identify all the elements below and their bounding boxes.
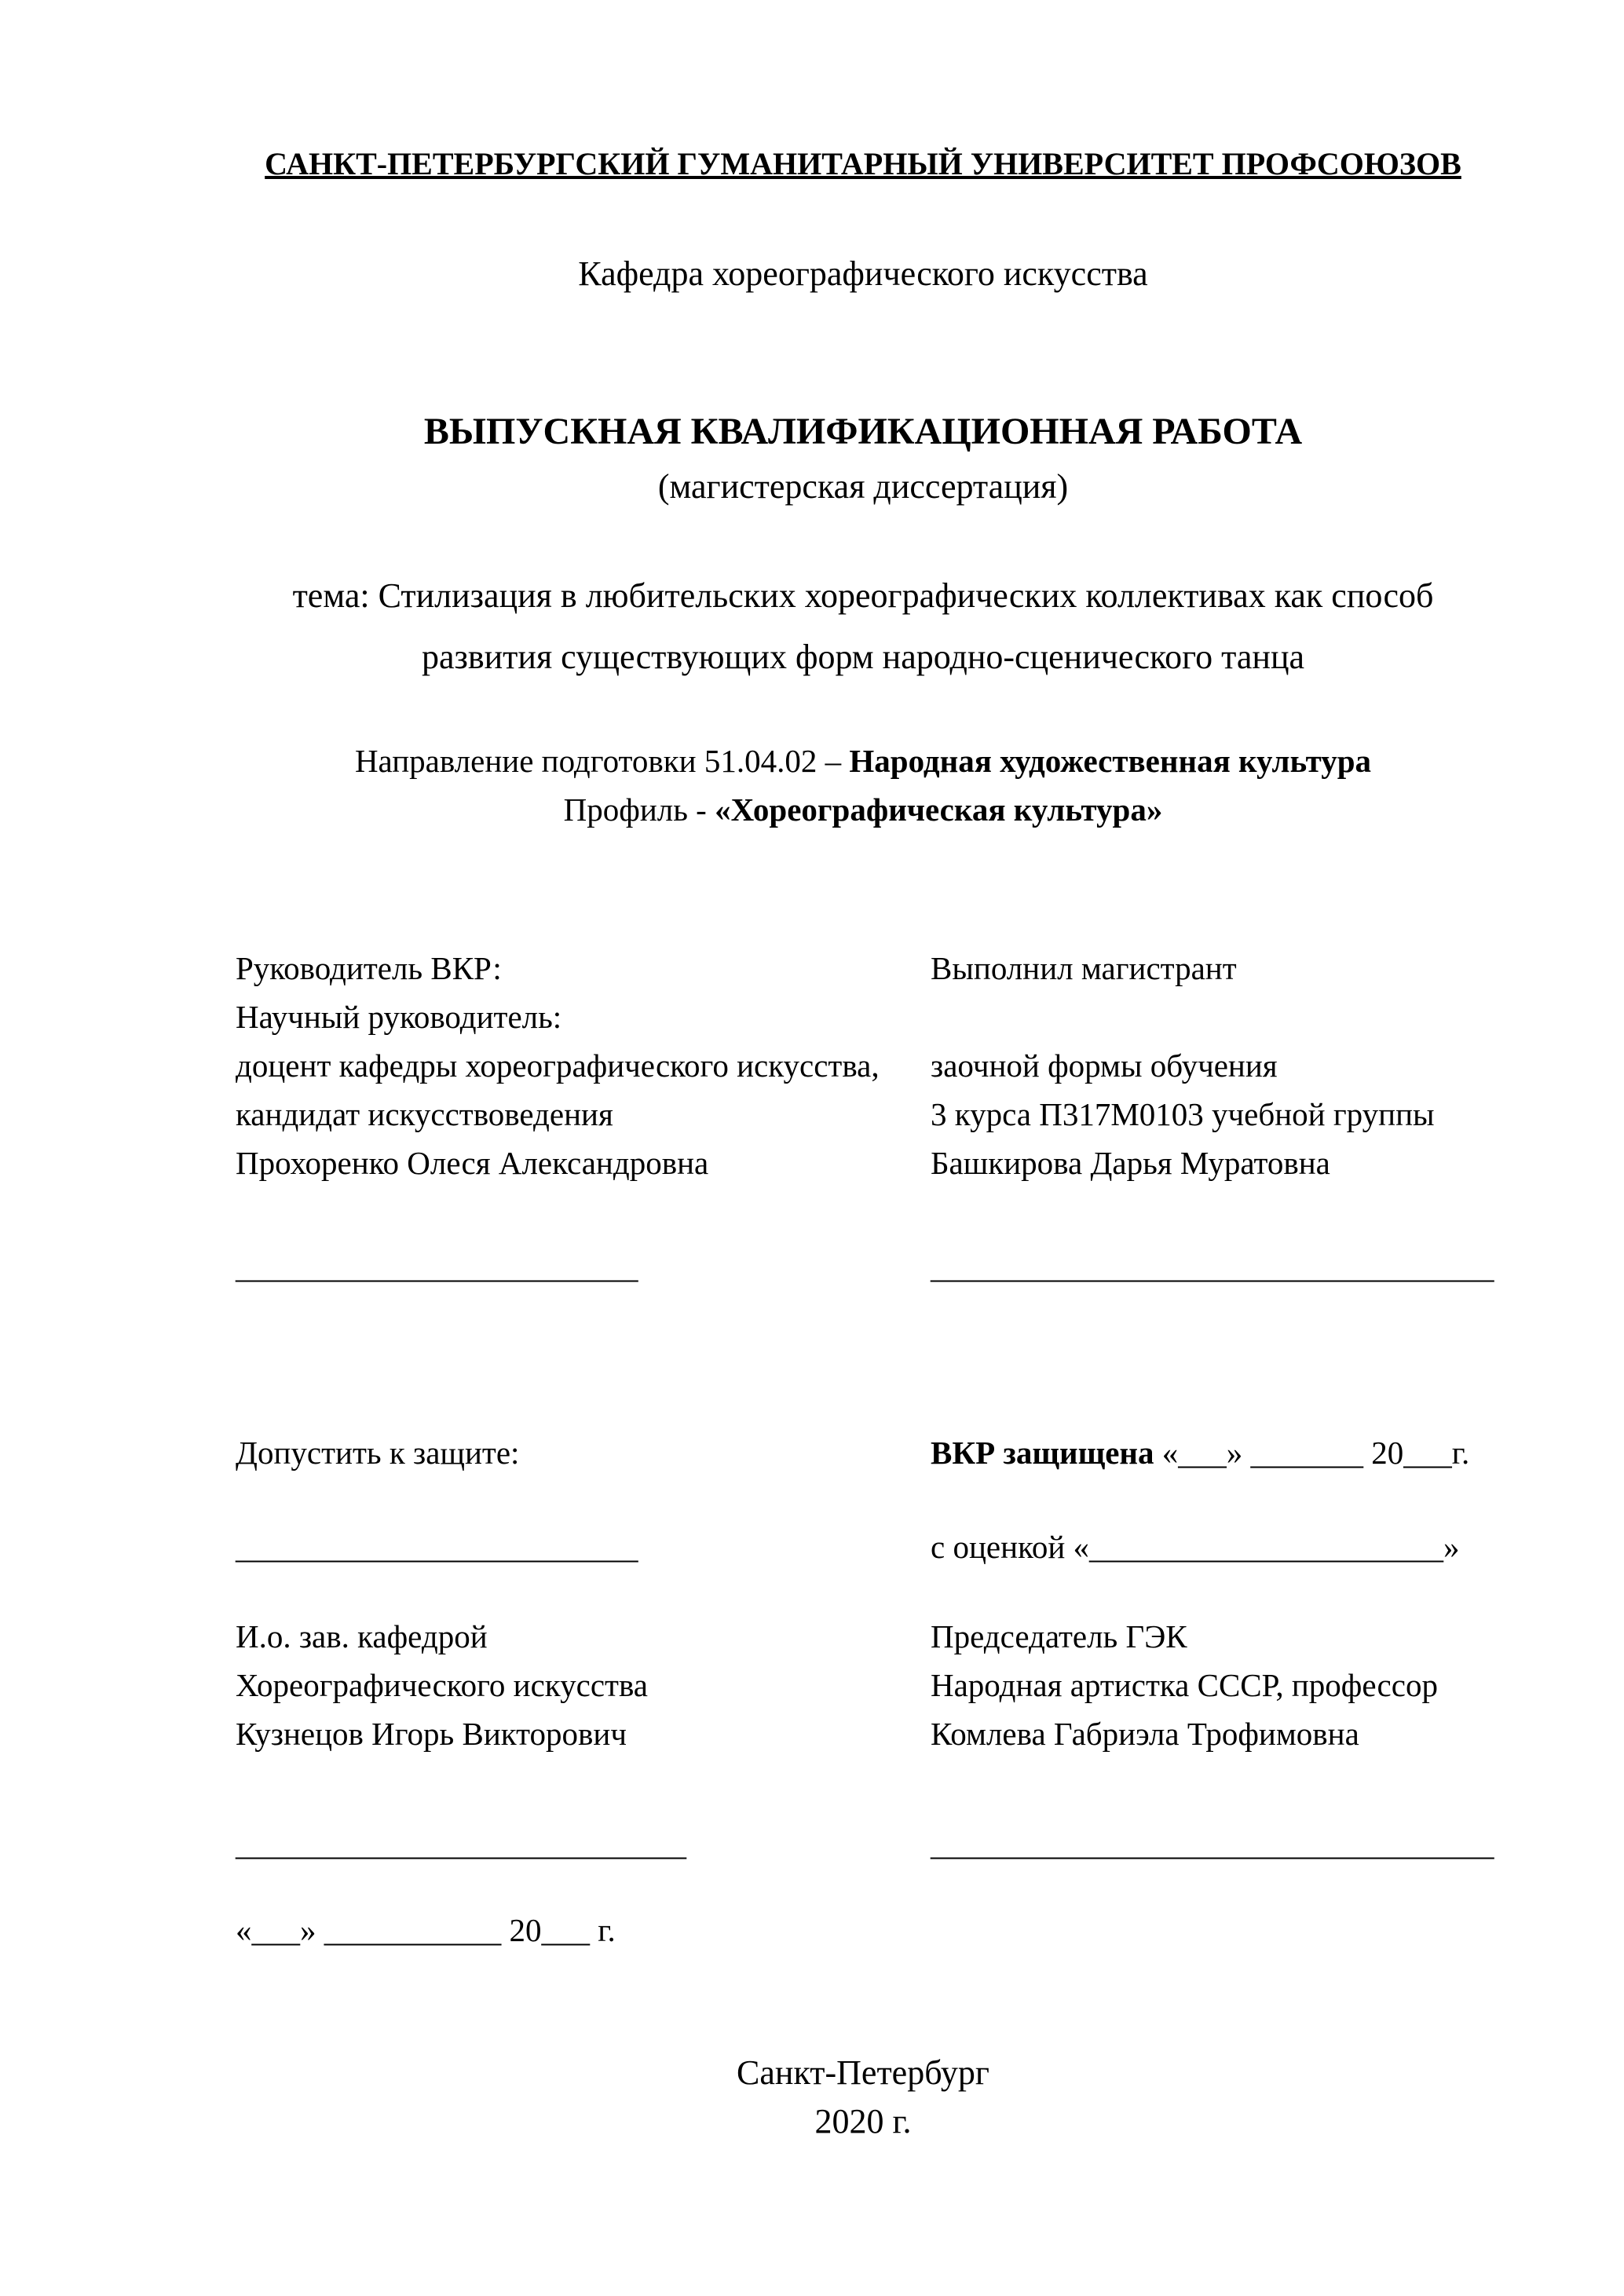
student-study-form: заочной формы обучения (931, 1047, 1278, 1084)
admission-label: Допустить к защите: (236, 1435, 520, 1471)
footer-city: Санкт-Петербург (737, 2053, 989, 2092)
supervisor-position: доцент кафедры хореографического искусства, (236, 1047, 880, 1084)
theme-line-2: развития существующих форм народно-сценического танца (421, 638, 1305, 676)
supervisor-column (236, 944, 931, 1187)
page-footer (236, 2049, 1490, 2146)
direction-program-name: Народная художественная культура (849, 743, 1372, 779)
student-name: Башкирова Дарья Муратовна (931, 1145, 1330, 1181)
page-header (236, 145, 1490, 514)
signature-row-2 (236, 1819, 1494, 1868)
student-signature-line: ___________________________________ (931, 1249, 1494, 1285)
chair-signature-line: ___________________________________ (931, 1826, 1494, 1862)
chair-title: Председатель ГЭК (931, 1618, 1187, 1654)
department-head-column (236, 1612, 931, 1758)
student-column (931, 944, 1490, 1187)
work-subtitle: (магистерская диссертация) (657, 467, 1069, 506)
footer-year: 2020 г. (814, 2102, 912, 2141)
chair-honors: Народная артистка СССР, профессор (931, 1667, 1438, 1703)
supervisor-degree: кандидат искусствоведения (236, 1096, 613, 1132)
defense-label-bold: ВКР защищена (931, 1435, 1154, 1471)
date-row (236, 1906, 1490, 1954)
signature-row-1 (236, 1242, 1494, 1291)
theme-line-1: тема: Стилизация в любительских хореографических коллективах как способ (292, 576, 1434, 615)
committee-chair-column (931, 1612, 1490, 1758)
head-title-line-1: И.о. зав. кафедрой (236, 1618, 488, 1654)
student-role-label: Выполнил магистрант (931, 950, 1237, 986)
profile-prefix: Профиль - (563, 792, 715, 828)
chair-name: Комлева Габриэла Трофимовна (931, 1716, 1359, 1752)
defense-statement (931, 1428, 1490, 1477)
grade-row (236, 1523, 1490, 1571)
supervisor-signature-line: _________________________ (236, 1249, 638, 1285)
officials-block (236, 1612, 1490, 1758)
scientific-supervisor-label: Научный руководитель: (236, 999, 562, 1035)
direction-line (236, 737, 1490, 785)
defense-date-blanks: «___» _______ 20___г. (1154, 1435, 1470, 1471)
university-name: САНКТ-ПЕТЕРБУРГСКИЙ ГУМАНИТАРНЫЙ УНИВЕРСИТЕТ ПРОФСОЮЗОВ (265, 146, 1461, 181)
supervisor-student-block (236, 944, 1490, 1187)
head-title-line-2: Хореографического искусства (236, 1667, 648, 1703)
blank-line (931, 993, 1490, 1041)
profile-line (236, 785, 1490, 834)
department-name: Кафедра хореографического искусства (578, 254, 1148, 293)
profile-name: «Хореографическая культура» (715, 792, 1163, 828)
theme-block (236, 565, 1490, 688)
admission-date-line: «___» ___________ 20___ г. (236, 1912, 616, 1948)
admission-signature-line: _________________________ (236, 1529, 638, 1565)
head-signature-line: ____________________________ (236, 1826, 686, 1862)
head-name: Кузнецов Игорь Викторович (236, 1716, 627, 1752)
supervisor-role-label: Руководитель ВКР: (236, 950, 502, 986)
direction-prefix: Направление подготовки 51.04.02 – (354, 743, 850, 779)
student-group: 3 курса П317М0103 учебной группы (931, 1096, 1435, 1132)
work-title: ВЫПУСКНАЯ КВАЛИФИКАЦИОННАЯ РАБОТА (423, 411, 1303, 452)
grade-line: с оценкой «______________________» (931, 1529, 1460, 1565)
supervisor-name: Прохоренко Олеся Александровна (236, 1145, 709, 1181)
admission-row (236, 1428, 1490, 1477)
